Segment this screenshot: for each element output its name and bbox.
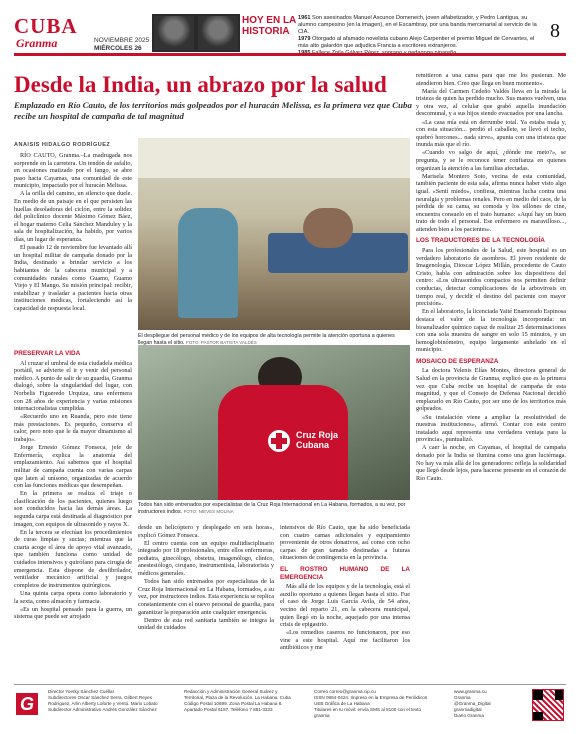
portrait-image	[154, 16, 194, 50]
paragraph: «Es un hospital pensado para la guerra, un sistema que puede ser arrojado	[14, 605, 132, 621]
social-link[interactable]: Granma	[454, 695, 471, 700]
history-item	[298, 15, 544, 36]
history-text: Otorgado al afamado novelista cubano Alejo Carpentier el premio Miguel de Cervantes, el más alto galardón que adjudica Francia a escritores extranjeros.	[298, 36, 535, 49]
paragraph: «Su instalación viene a ampliar la resolutividad de nuestras instituciones», afirmó. Contar con este centro instalado aquí representa una verdadera ventaja para la provincia», puntualizó.	[416, 413, 566, 444]
social-link[interactable]: granmadigital	[454, 707, 482, 712]
section-heading: MOSAICO DE ESPERANZA	[416, 357, 499, 365]
paragraph: «Los remedios caseros no funcionaron, por eso vine a este hospital. Aquí me facilitaron los antibióticos y me	[280, 629, 410, 652]
photo-caption	[138, 502, 410, 515]
paragraph: «Recuerdo uno en Ruanda, pero este tiene más prestaciones. Es pequeño, conserva el calor, pero noto que le da mayor dinamismo al trabajo».	[14, 413, 132, 444]
vest-lettering-line: Cubana	[296, 440, 330, 450]
header-divider	[14, 53, 566, 56]
footer-address	[184, 689, 302, 713]
photo-credit: FOTO: NIEVES MOLINA	[183, 508, 234, 514]
caption-text: Todos han sido entrenados por especialistas de la Cruz Roja Internacional en La Habana, formados, a su vez, por instructores indios.	[138, 502, 406, 515]
footer-line: ISSN 0864-0424. Impreso en la Empresa de Periódicos	[314, 695, 428, 700]
footer-line: Subdirectores Oscar Sánchez Serra, Gilbert Reyes	[48, 695, 152, 700]
qr-code-icon[interactable]	[532, 689, 564, 721]
paragraph: RÍO CAUTO, Granma.–La madrugada nos sorprende en la carretera. Un tendón de asfalto, en ocasiones matizado por el fango, se abre paso hacia Cayamas, una comunidad de este municipio, impactado por el huracán Melissa.	[14, 152, 132, 190]
paragraph: «Cuando vo salgo de aquí, ¿dónde me meto?», se pregunta, y se le reconoce tener confianza en quienes organizan la atención a las familias afectadas.	[416, 149, 566, 172]
paragraph: Todos han sido entrenados por especialistas de la Cruz Roja Internacional en La Habana, formados, a su vez, por instructores indios. Esta experiencia se replica constantemente con el nuevo personal de guardia, para garantizar la preparación ante cualquier emergencia.	[138, 578, 274, 616]
paragraph: El pasado 12 de noviembre fue levantado allí un hospital militar de campaña donado por la India, destinado a brindar servicio a los habitantes de la cabecera municipal y a comunidades rurales como Guamo, Guamo Viejo y El Mango. Su misión principal: recibir, estabilizar y trasladar a pacientes hacia otras instituciones médicas, fortaleciendo así la capacidad de respuesta local.	[14, 244, 132, 312]
history-label-line: HOY EN LA	[242, 15, 297, 26]
footer-line: Código Postal 10699. Zona Postal La Habana 6.	[184, 701, 283, 706]
paragraph: Una quinta carpa opera como laboratorio y la sexta, como almacén y farmacia.	[14, 589, 132, 605]
history-item	[298, 36, 544, 50]
paragraph: En la primera se realiza el triaje o clasificación de los pacientes, quienes luego son conducidos hacia las demás áreas. La segunda carpa está destinada al diagnóstico por imagen, con equipos de ultrasonido y rayos X.	[14, 490, 132, 528]
date-day: MIÉRCOLES 26	[94, 45, 142, 52]
section-heading: LOS TRADUCTORES DE LA TECNOLOGÍA	[416, 237, 545, 245]
social-link[interactable]: @Granma_Digital	[454, 701, 491, 706]
page-header	[14, 14, 566, 58]
paragraph: Al cruzar el umbral de esta ciudadela médica portátil, se advierte el ir y venir del personal médico. A punto de salir de su guardia, Granma dialogó, sobre la singularidad del lugar, con Norbelis Figueredo Urquiza, una enfermera con 28 años de experiencia y varias misiones internacionalistas cumplidas.	[14, 359, 132, 413]
footer-line: UEB Gráfica de La Habana	[314, 701, 370, 706]
article-title: Desde la India, un abrazo por la salud	[14, 72, 387, 97]
paragraph: remitieron a una cama para que me los pusieran. Me atendieron bien. Creo que llega en buen momento».	[416, 72, 566, 87]
paragraph: Para los profesionales de la Salud, este hospital es un verdadero laboratorio de asombros. El joven residente de Imagenología, Dioscar López Millán, procedente de Cauto Cristo, habla con admiración sobre los dispositivos del centro: «Los ultrasonidos compactos nos permiten definir conductas, detectar complicaciones de la arbovirosis en tiempo real, y decidir el destino del paciente con mayor precisión».	[416, 247, 566, 308]
section-title: CUBA	[14, 14, 78, 38]
history-year: 1961	[298, 15, 311, 21]
page-footer	[14, 684, 566, 724]
footer-line: Correo correo@granma.cip.cu	[314, 689, 376, 694]
patient-figure	[303, 208, 353, 248]
article-subtitle: Emplazado en Río Cauto, de los territorios más golpeados por el huracán Melissa, es la primera vez que Cuba recibe un hospital de campaña de tal magnitud	[14, 100, 412, 121]
article-column-1-mid	[14, 346, 132, 621]
history-year: 1979	[298, 36, 311, 42]
footer-line: Titulares en tu móvil: envía SMS al 8100 con el texto granma	[314, 707, 422, 718]
footer-line: Director Yoerky Sánchez Cuéllar	[48, 689, 115, 694]
history-label-line: HISTORIA	[242, 26, 290, 37]
section-heading: PRESERVAR LA VIDA	[14, 350, 81, 357]
footer-line: Redacción y Administración General Suárez y	[184, 689, 278, 694]
social-link[interactable]: Diario Granma	[454, 713, 484, 718]
granma-logo-icon: G	[16, 693, 38, 715]
paragraph: A caer la noche, en Cayamas, el hospital de campaña donado por la India se ilumina como una gran luciérnaga. No hay va más allá de los generadores: refleja la solidaridad que llegó desde lejos, para hacerse presente en el corazón de Río Cauto.	[416, 444, 566, 482]
article-column-3	[280, 524, 410, 684]
footer-line: Apartado Postal 6187. Teléfono 7 881-3333	[184, 707, 273, 712]
paragraph: Marisela Montero Soto, vecina de esta comunidad, también paciente de esta sala, afirma nunca haber visto algo igual. «Sentí miedo», confiesa, mientras lucha contra una neuralgia y problemas renales. Pero en medio del caos, de la pérdida de su cama, su comoda y los sillones de cine, encuentra consuelo en el trato humano: «Aquí hay un buen trato de todo el personal. Ese enfermero es maravilloso..., atienden bien a los pacientes».	[416, 172, 566, 233]
paragraph: intensivos de Río Cauto, que ha sido beneficiada con cuatro camas adicionales y equipamiento proveniente de otros donativos, así como con ocho carpas de gran tamaño destinadas a futuras situaciones de contingencia en la provincia.	[280, 524, 410, 562]
article-column-1-top	[14, 152, 132, 327]
footer-line: Territorial, Plaza de la Revolución. La Habana. Cuba	[184, 695, 291, 700]
paragraph: Dentro de esta red sanitaria también se integra la unidad de cuidados	[138, 616, 274, 632]
date-month: NOVIEMBRE 2025	[94, 37, 150, 44]
section-heading: EL ROSTRO HUMANO DE LA EMERGENCIA	[280, 565, 410, 581]
history-label	[242, 15, 296, 37]
paragraph: El centro cuenta con un equipo multidisciplinario integrado por 18 profesionales, entre ellos enfermeras, pediatra, ginecólogo, obstetra, imagenólogo, clínico, anestesiólogo, cirujano, instrumentista, laboratorista y médicos generales.	[138, 539, 274, 578]
footer-line: Rodríguez, Arlin Alberty Loforte y Ventú. Mario Lobato	[48, 701, 158, 706]
history-portraits	[152, 14, 240, 52]
paragraph: Jorge Ernesto Gómez Fonseca, jefe de Enfermería, explica la anatomía del emplazamiento. Así sabemos que el hospital militar de campaña cuenta con varias carpas que laten al unísono, organizadas de acuerdo con las funciones médicas que desempeñan.	[14, 444, 132, 490]
history-text: Son asesinados Manuel Ascunce Domenech, joven alfabetizador, y Pedro Lantigua, su alumno campesino (en la imagen), en el Escambray, por una banda mercenarial al servicio de la CIA.	[298, 15, 537, 35]
portrait-image	[198, 16, 238, 50]
footer-line: Subdirector Administrativo Andrés González Sánchez	[48, 707, 157, 712]
article-column-4	[416, 72, 566, 684]
red-cross-volunteer-photo	[138, 345, 410, 500]
paragraph: La doctora Yelenis Elías Montes, directora general de Salud en la provincia de Granma, explicó que es la primera vez que Cuba recibe un hospital de campaña de esta magnitud, y que el Consejo de Defensa Nacional decidió emplazarlo en Río Cauto, por ser uno de los territorios más golpeados.	[416, 367, 566, 413]
paragraph: desde un helicóptero y desplegado en seis horas», explicó Gómez Fonseca.	[138, 524, 274, 539]
caption-text: El despliegue del personal médico y de los equipos de alta tecnología permite la atención oportuna a quienes llegan hasta el sitio.	[138, 333, 395, 346]
byline: ANAISIS HIDALGO RODRÍGUEZ	[14, 142, 111, 148]
red-cross-emblem-icon	[271, 438, 287, 444]
footer-social	[454, 689, 526, 719]
photo-credit: FOTO: PASTOR BATISTA VALDÉS	[186, 339, 257, 345]
vest-lettering	[296, 430, 338, 450]
paragraph: María del Carmen Cedeño Valdés lleva en la mirada la tristeza de quien ha perdido mucho. Sus manos vuelven, una y otra vez, al celular que grabó aquella inundación descomunal, y a sus hijos siendo evacuados por una lancha.	[416, 87, 566, 118]
paragraph: En el laboratorio, la licenciada Yaité Enamorado Espinosa destaca el valor de la tecnología incorporada: un bioanalizador químico capaz de realizar 25 determinaciones con una sola muestra de sangre en solo 15 minutos, y un hemoglobinómetro, equipo largamente anhelado en el municipio.	[416, 308, 566, 354]
website-link[interactable]: www.granma.cu	[454, 689, 487, 694]
paragraph: En la tercera se efectúan los procedimientos de curas limpias y sucias; mientras que la cuarta acoge el área de apoyo vital avanzado, que también funciona como unidad de cuidados intensivos y quirófano para cirugía de emergencia. Esta dispone de desfibrilador, ventilador mecánico artificial y juegos completos de instrumentos quirúrgicos.	[14, 528, 132, 589]
footer-staff	[48, 689, 166, 713]
paragraph: «La casa mía está en derrumbe total. Ya estaba mala y, con esta situación... perdió el caballete, se llevó el techo, quebró horcones... nada sirve», apunta con una tristeza que inunda más que el río.	[416, 118, 566, 149]
nurse-figure	[178, 208, 238, 318]
hospital-interior-photo	[138, 138, 410, 330]
date-block	[94, 37, 149, 53]
footer-contact	[314, 689, 434, 719]
page-number: 8	[550, 20, 560, 42]
brand-logo: Granma	[16, 36, 58, 50]
paragraph: Más allá de los equipos y de la tecnología, está el auxilio oportuno a quienes llegan hasta el sitio. Fue el caso de Jorge Luis García Avila, de 54 años, vecino del reparto 21, en la cabecera municipal, quien llegó en la noche, aquejado por una intensa crisis de epigastrio.	[280, 583, 410, 629]
paragraph: A la orilla del camino, un silencio que duele. En medio de un paisaje en el que persisten las huellas desoladoras del ciclón, entre la solidez del policlínico docente Máximo Gómez Báez, el hogar materno Celia Sánchez Manduley y la sala de hospitalización, ha habido, por varios días, un lugar de esperanza.	[14, 190, 132, 244]
vest-lettering-line: Cruz Roja	[296, 430, 339, 440]
tent-ceiling	[138, 138, 410, 178]
article-column-2	[138, 524, 274, 684]
history-list	[298, 15, 544, 57]
